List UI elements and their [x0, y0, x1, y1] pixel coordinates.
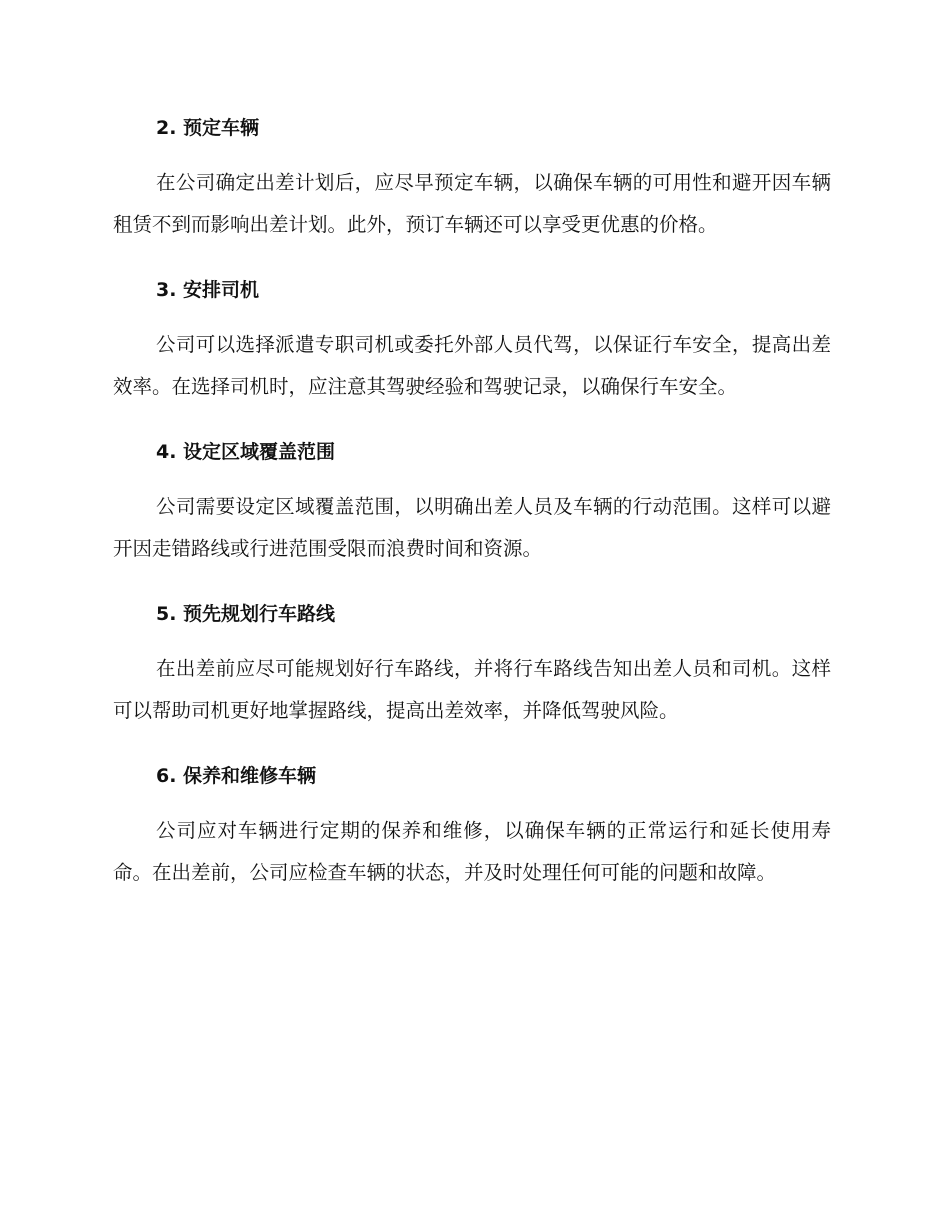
section-heading: 3. 安排司机 [156, 279, 260, 301]
section-vehicle-maintenance [113, 756, 831, 894]
section-paragraph: 公司应对车辆进行定期的保养和维修，以确保车辆的正常运行和延长使用寿命。在出差前，公司应检查车辆的状态，并及时处理任何可能的问题和故障。 [113, 819, 831, 884]
section-paragraph: 在公司确定出差计划后，应尽早预定车辆，以确保车辆的可用性和避开因车辆租赁不到而影响出差计划。此外，预订车辆还可以享受更优惠的价格。 [113, 171, 831, 236]
document-page [113, 108, 831, 918]
section-coverage-area [113, 432, 831, 570]
section-arrange-driver [113, 270, 831, 408]
section-paragraph: 公司可以选择派遣专职司机或委托外部人员代驾，以保证行车安全，提高出差效率。在选择司机时，应注意其驾驶经验和驾驶记录，以确保行车安全。 [113, 333, 831, 398]
section-paragraph: 公司需要设定区域覆盖范围，以明确出差人员及车辆的行动范围。这样可以避开因走错路线或行进范围受限而浪费时间和资源。 [113, 495, 831, 560]
section-heading: 2. 预定车辆 [156, 117, 260, 139]
section-heading: 6. 保养和维修车辆 [156, 765, 317, 787]
section-plan-route [113, 594, 831, 732]
section-reserve-vehicle [113, 108, 831, 246]
section-heading: 5. 预先规划行车路线 [156, 603, 336, 625]
section-heading: 4. 设定区域覆盖范围 [156, 441, 336, 463]
section-paragraph: 在出差前应尽可能规划好行车路线，并将行车路线告知出差人员和司机。这样可以帮助司机更好地掌握路线，提高出差效率，并降低驾驶风险。 [113, 657, 831, 722]
